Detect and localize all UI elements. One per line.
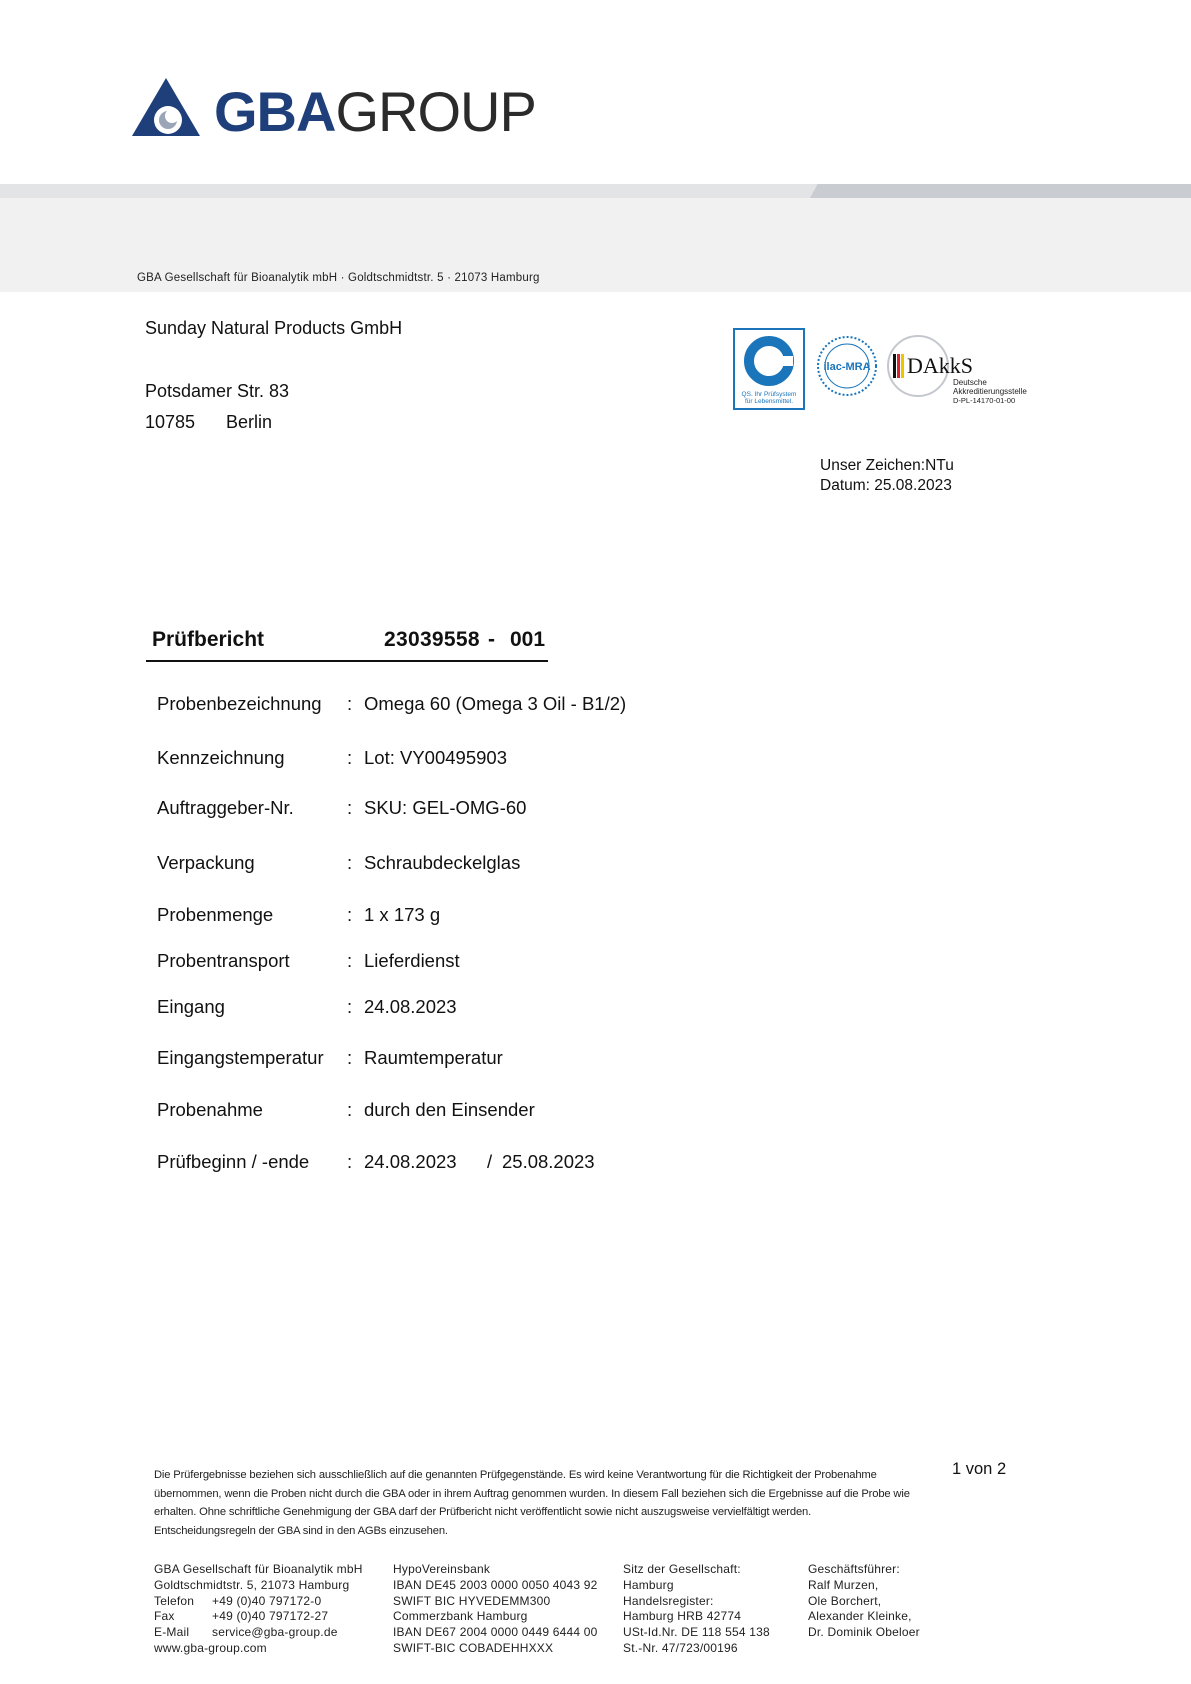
footer-website: www.gba-group.com — [154, 1640, 267, 1655]
field-value: Raumtemperatur — [364, 1047, 503, 1068]
field-key: Probenmenge — [157, 904, 274, 925]
field-colon: : — [347, 996, 353, 1017]
field-value: Schraubdeckelglas — [364, 852, 521, 873]
footer-phone: +49 (0)40 797172-0 — [212, 1593, 322, 1608]
footer-bank-line: Commerzbank Hamburg — [393, 1609, 528, 1624]
disclaimer-line: Die Prüfergebnisse beziehen sich ausschließlich auf die genannten Prüfgegenstände. Es wird keine Verantwortung für die Richtigkeit der Probenahme — [154, 1469, 877, 1481]
field-value: 1 x 173 g — [364, 904, 441, 925]
field-row — [157, 852, 917, 878]
field-row — [157, 1047, 917, 1073]
dakks-logo-icon — [888, 336, 1027, 405]
qs-logo-text-2: für Lebensmittel. — [744, 398, 794, 405]
footer-registry-line: Hamburg HRB 42774 — [623, 1609, 742, 1624]
dakks-logo-line2: Akkreditierungsstelle — [953, 387, 1027, 396]
recipient-company: Sunday Natural Products GmbH — [145, 318, 403, 338]
disclaimer — [154, 1466, 910, 1540]
footer-bank-line: HypoVereinsbank — [393, 1562, 491, 1576]
report-label: Prüfbericht — [152, 628, 265, 651]
footer-bank-line: SWIFT-BIC COBADEHHXXX — [393, 1640, 554, 1655]
disclaimer-line: übernommen, wenn die Proben nicht durch die GBA oder in ihrem Auftrag genommen wurden. In diesem Fall beziehen sich die Ergebnisse auf die Probe wie — [154, 1487, 910, 1500]
field-colon: : — [347, 1099, 353, 1120]
recipient-city-line — [145, 412, 272, 433]
field-row — [157, 1099, 917, 1125]
report-number: 23039558 — [384, 628, 480, 651]
footer-management-line: Ralf Murzen, — [808, 1577, 879, 1592]
footer-registry-line: USt-Id.Nr. DE 118 554 138 — [623, 1625, 770, 1640]
footer-management-line: Dr. Dominik Obeloer — [808, 1625, 920, 1640]
logo-name-light: GROUP — [335, 80, 536, 143]
footer-management-line: Ole Borchert, — [808, 1593, 882, 1608]
ilac-logo-text: ilac-MRA — [823, 361, 871, 373]
header-stripe-accent — [810, 184, 1191, 198]
field-value-end: 25.08.2023 — [502, 1151, 595, 1172]
field-colon: : — [347, 904, 353, 925]
footer-management-line: Alexander Kleinke, — [808, 1609, 912, 1624]
sender-address-line: GBA Gesellschaft für Bioanalytik mbH · Goldtschmidtstr. 5 · 21073 Hamburg — [137, 272, 540, 284]
field-value: 24.08.2023 — [364, 1151, 457, 1172]
logo-name-bold: GBA — [214, 80, 336, 143]
recipient-postal-code: 10785 — [145, 412, 196, 432]
field-key: Auftraggeber-Nr. — [157, 797, 294, 818]
ilac-mra-logo-icon — [818, 337, 876, 395]
field-colon: : — [347, 1151, 353, 1172]
report-number-separator: - — [488, 628, 495, 651]
report-number-suffix: 001 — [510, 628, 546, 651]
field-colon: : — [347, 797, 353, 818]
footer-bank-line: IBAN DE45 2003 0000 0050 4043 92 — [393, 1577, 598, 1592]
field-value: 24.08.2023 — [364, 996, 457, 1017]
field-colon: : — [347, 1047, 353, 1068]
field-value: durch den Einsender — [364, 1099, 535, 1120]
dakks-logo-line1: Deutsche — [953, 378, 987, 387]
field-key: Probentransport — [157, 950, 290, 971]
field-key: Eingangstemperatur — [157, 1047, 324, 1068]
dakks-logo-name: DAkkS — [907, 353, 974, 378]
gba-logo-icon — [130, 76, 202, 140]
field-value: Lot: VY00495903 — [364, 747, 507, 768]
logo-wordmark — [214, 80, 536, 144]
footer-fax: +49 (0)40 797172-27 — [212, 1609, 329, 1624]
dakks-logo-line3: D-PL-14170-01-00 — [953, 396, 1016, 405]
certification-logos — [733, 328, 1043, 410]
footer-bank-line: SWIFT BIC HYVEDEMM300 — [393, 1593, 551, 1608]
field-value: Omega 60 (Omega 3 Oil - B1/2) — [364, 693, 627, 714]
footer-company-column — [154, 1562, 363, 1657]
footer-bank-line: IBAN DE67 2004 0000 0449 6444 00 — [393, 1625, 598, 1640]
footer-registry-line: Sitz der Gesellschaft: — [623, 1562, 741, 1576]
gba-group-logo — [130, 76, 570, 146]
footer-company-name: GBA Gesellschaft für Bioanalytik mbH — [154, 1562, 363, 1576]
footer-email-label: E-Mail — [154, 1625, 190, 1640]
report-title — [146, 622, 548, 662]
field-key: Probenbezeichnung — [157, 693, 322, 714]
recipient-street: Potsdamer Str. 83 — [145, 381, 290, 401]
footer-email: service@gba-group.de — [212, 1625, 338, 1640]
field-key: Eingang — [157, 996, 225, 1017]
footer-registry-column — [623, 1562, 770, 1657]
footer-registry-line: Handelsregister: — [623, 1593, 714, 1608]
field-value: SKU: GEL-OMG-60 — [364, 797, 527, 818]
field-row — [157, 996, 917, 1022]
field-row — [157, 693, 917, 719]
field-value: Lieferdienst — [364, 950, 460, 971]
page-number: 1 von 2 — [952, 1460, 1007, 1478]
reference-date: Datum: 25.08.2023 — [820, 477, 952, 494]
field-colon: : — [347, 747, 353, 768]
footer-fax-label: Fax — [154, 1609, 175, 1624]
field-colon: : — [347, 693, 353, 714]
field-row — [157, 747, 917, 773]
field-colon: : — [347, 852, 353, 873]
footer-management-line: Geschäftsführer: — [808, 1562, 900, 1576]
field-value-separator: / — [487, 1151, 493, 1172]
field-key: Kennzeichnung — [157, 747, 285, 768]
footer-management-column — [808, 1562, 920, 1641]
qs-logo-text-1: QS. Ihr Prüfsystem — [741, 391, 797, 398]
field-row — [157, 950, 917, 976]
field-row — [157, 904, 917, 930]
disclaimer-line: Entscheidungsregeln der GBA sind in den AGBs einzusehen. — [154, 1524, 448, 1537]
reference-sign: Unser Zeichen:NTu — [820, 457, 954, 474]
footer-bank-column — [393, 1562, 598, 1657]
field-key: Prüfbeginn / -ende — [157, 1151, 310, 1172]
footer-phone-label: Telefon — [154, 1593, 195, 1608]
field-row — [157, 1151, 917, 1177]
footer-registry-line: Hamburg — [623, 1577, 674, 1592]
disclaimer-line: erhalten. Ohne schriftliche Genehmigung der GBA darf der Prüfbericht nicht veröffentlicht sowie nicht auszugsweise vervielfältigt werden. — [154, 1506, 812, 1518]
recipient-city: Berlin — [226, 412, 273, 432]
footer-company-address: Goldtschmidtstr. 5, 21073 Hamburg — [154, 1577, 350, 1592]
field-key: Verpackung — [157, 852, 255, 873]
field-row — [157, 797, 917, 823]
qs-logo-icon — [734, 329, 804, 409]
field-key: Probenahme — [157, 1099, 263, 1120]
field-colon: : — [347, 950, 353, 971]
footer-registry-line: St.-Nr. 47/723/00196 — [623, 1640, 738, 1655]
